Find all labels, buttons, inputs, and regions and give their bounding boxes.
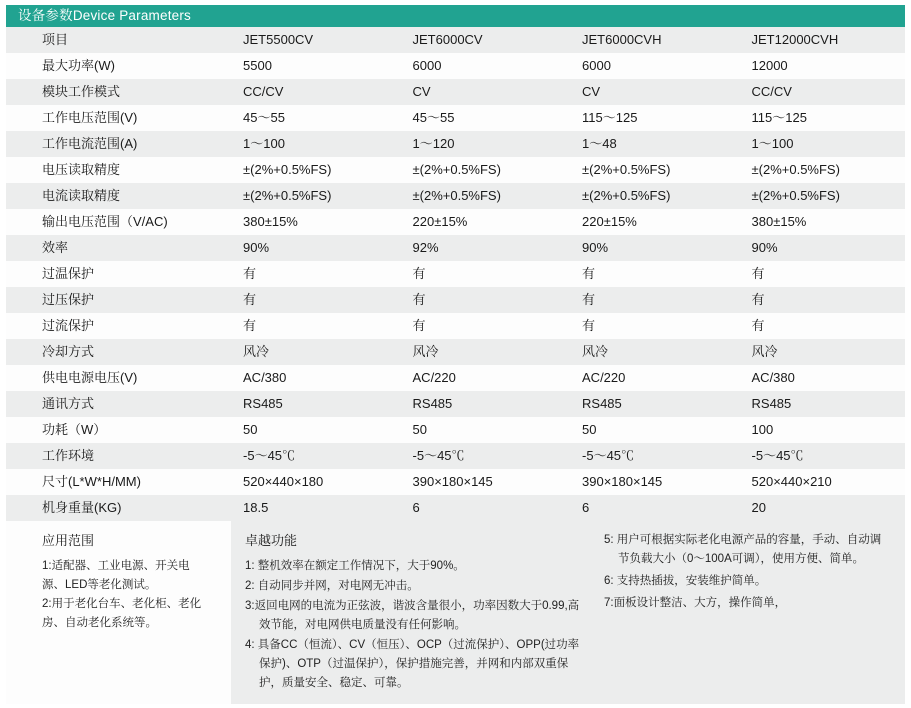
bottom-panel (6, 521, 905, 704)
table-row (6, 495, 905, 521)
row-label: 模块工作模式 (6, 79, 233, 105)
row-value: CV (572, 79, 742, 105)
table-body (6, 27, 905, 521)
features-column-right (600, 531, 891, 694)
row-label: 工作电压范围(V) (6, 105, 233, 131)
row-value: 100 (742, 417, 905, 443)
row-label: 电压读取精度 (6, 157, 233, 183)
application-scope-title: 应用范围 (42, 533, 95, 548)
features-column-left (245, 531, 600, 694)
row-label: 尺寸(L*W*H/MM) (6, 469, 233, 495)
row-value: 390×180×145 (572, 469, 742, 495)
row-value: ±(2%+0.5%FS) (233, 183, 403, 209)
row-value: 1～48 (572, 131, 742, 157)
row-label: 效率 (6, 235, 233, 261)
row-value: CC/CV (742, 79, 905, 105)
table-row (6, 261, 905, 287)
row-value: CC/CV (233, 79, 403, 105)
row-value: 1～100 (233, 131, 403, 157)
row-label: 冷却方式 (6, 339, 233, 365)
application-scope-line: 房、自动老化系统等。 (42, 617, 157, 629)
row-value: 50 (572, 417, 742, 443)
row-value: 18.5 (233, 495, 403, 521)
row-value: 1～100 (742, 131, 905, 157)
table-row (6, 417, 905, 443)
table-row (6, 183, 905, 209)
row-label: 电流读取精度 (6, 183, 233, 209)
application-scope-block (6, 521, 231, 704)
row-value: 90% (572, 235, 742, 261)
row-value: 有 (403, 287, 573, 313)
table-row (6, 235, 905, 261)
row-value: 有 (403, 261, 573, 287)
row-value: 380±15% (742, 209, 905, 235)
feature-item: 4: 具备CC（恒流）、CV（恒压）、OCP（过流保护）、OPP(过功率保护)、OTP（过温保护），保护措施完善，并网和内部双重保护，质量安全、稳定、可靠。 (245, 639, 580, 689)
row-value: ±(2%+0.5%FS) (403, 183, 573, 209)
table-row (6, 339, 905, 365)
row-value: 12000 (742, 53, 905, 79)
row-value: RS485 (403, 391, 573, 417)
row-value: 6 (572, 495, 742, 521)
table-row (6, 365, 905, 391)
specifications-table (6, 27, 905, 521)
row-label: 过温保护 (6, 261, 233, 287)
row-value: 520×440×210 (742, 469, 905, 495)
column-header-item: 项目 (6, 27, 233, 53)
column-header-model-4: JET12000CVH (742, 27, 905, 53)
row-value: 6000 (572, 53, 742, 79)
row-label: 过流保护 (6, 313, 233, 339)
row-value: -5～45℃ (572, 443, 742, 469)
row-label: 输出电压范围（V/AC) (6, 209, 233, 235)
row-value: 有 (403, 313, 573, 339)
section-header (6, 5, 905, 27)
table-row (6, 79, 905, 105)
row-value: 有 (572, 313, 742, 339)
table-row (6, 53, 905, 79)
row-value: 45～55 (233, 105, 403, 131)
row-value: 有 (742, 287, 905, 313)
row-value: ±(2%+0.5%FS) (742, 157, 905, 183)
features-title: 卓越功能 (245, 533, 298, 548)
row-value: RS485 (233, 391, 403, 417)
row-label: 最大功率(W) (6, 53, 233, 79)
row-value: AC/220 (572, 365, 742, 391)
table-row (6, 443, 905, 469)
row-value: AC/380 (742, 365, 905, 391)
row-value: RS485 (572, 391, 742, 417)
feature-item: 5: 用户可根据实际老化电源产品的容量，手动、自动调节负载大小（0～100A可调），使用方便、简单。 (604, 534, 882, 565)
row-value: ±(2%+0.5%FS) (572, 157, 742, 183)
row-value: AC/380 (233, 365, 403, 391)
row-value: 有 (742, 261, 905, 287)
features-block (231, 521, 905, 704)
row-value: 有 (742, 313, 905, 339)
row-value: -5～45℃ (403, 443, 573, 469)
row-value: ±(2%+0.5%FS) (233, 157, 403, 183)
table-row (6, 469, 905, 495)
row-value: 390×180×145 (403, 469, 573, 495)
row-value: 50 (233, 417, 403, 443)
row-value: 风冷 (572, 339, 742, 365)
row-value: 115～125 (742, 105, 905, 131)
row-value: ±(2%+0.5%FS) (742, 183, 905, 209)
row-value: -5～45℃ (742, 443, 905, 469)
row-label: 工作电流范围(A) (6, 131, 233, 157)
row-value: 45～55 (403, 105, 573, 131)
row-value: 有 (572, 287, 742, 313)
table-row (6, 157, 905, 183)
feature-item: 3:返回电网的电流为正弦波，谐波含量很小，功率因数大于0.99,高效节能，对电网供电质量没有任何影响。 (245, 600, 580, 631)
column-header-model-1: JET5500CV (233, 27, 403, 53)
row-value: AC/220 (403, 365, 573, 391)
row-value: ±(2%+0.5%FS) (572, 183, 742, 209)
row-value: 风冷 (742, 339, 905, 365)
row-value: 380±15% (233, 209, 403, 235)
row-value: 1～120 (403, 131, 573, 157)
row-value: 有 (572, 261, 742, 287)
row-value: RS485 (742, 391, 905, 417)
row-value: 有 (233, 261, 403, 287)
feature-item: 1: 整机效率在额定工作情况下，大于90%。 (245, 560, 465, 572)
device-parameters-page (0, 5, 911, 708)
section-title: 设备参数Device Parameters (18, 8, 192, 23)
table-row (6, 105, 905, 131)
row-value: CV (403, 79, 573, 105)
column-header-model-2: JET6000CV (403, 27, 573, 53)
row-value: 520×440×180 (233, 469, 403, 495)
row-value: ±(2%+0.5%FS) (403, 157, 573, 183)
row-value: 风冷 (403, 339, 573, 365)
table-row (6, 131, 905, 157)
table-row (6, 209, 905, 235)
table-header-row (6, 27, 905, 53)
row-label: 供电电源电压(V) (6, 365, 233, 391)
row-value: 220±15% (572, 209, 742, 235)
row-value: 90% (742, 235, 905, 261)
row-value: -5～45℃ (233, 443, 403, 469)
row-value: 6000 (403, 53, 573, 79)
feature-item: 6: 支持热插拔，安装维护简单。 (604, 575, 767, 587)
row-value: 风冷 (233, 339, 403, 365)
application-scope-line: 源、LED等老化测试。 (42, 579, 157, 591)
row-value: 220±15% (403, 209, 573, 235)
table-row (6, 287, 905, 313)
feature-item: 2: 自动同步并网，对电网无冲击。 (245, 580, 419, 592)
row-value: 20 (742, 495, 905, 521)
row-value: 115～125 (572, 105, 742, 131)
application-scope-line: 2:用于老化台车、老化柜、老化 (42, 598, 202, 610)
row-value: 5500 (233, 53, 403, 79)
feature-item: 7:面板设计整洁、大方，操作简单， (604, 597, 787, 609)
row-value: 有 (233, 313, 403, 339)
row-label: 工作环境 (6, 443, 233, 469)
row-value: 6 (403, 495, 573, 521)
row-label: 通讯方式 (6, 391, 233, 417)
row-label: 功耗（W） (6, 417, 233, 443)
row-value: 50 (403, 417, 573, 443)
row-value: 有 (233, 287, 403, 313)
row-value: 92% (403, 235, 573, 261)
row-label: 过压保护 (6, 287, 233, 313)
row-label: 机身重量(KG) (6, 495, 233, 521)
application-scope-line: 1:适配器、工业电源、开关电 (42, 560, 190, 572)
row-value: 90% (233, 235, 403, 261)
table-row (6, 313, 905, 339)
column-header-model-3: JET6000CVH (572, 27, 742, 53)
table-row (6, 391, 905, 417)
